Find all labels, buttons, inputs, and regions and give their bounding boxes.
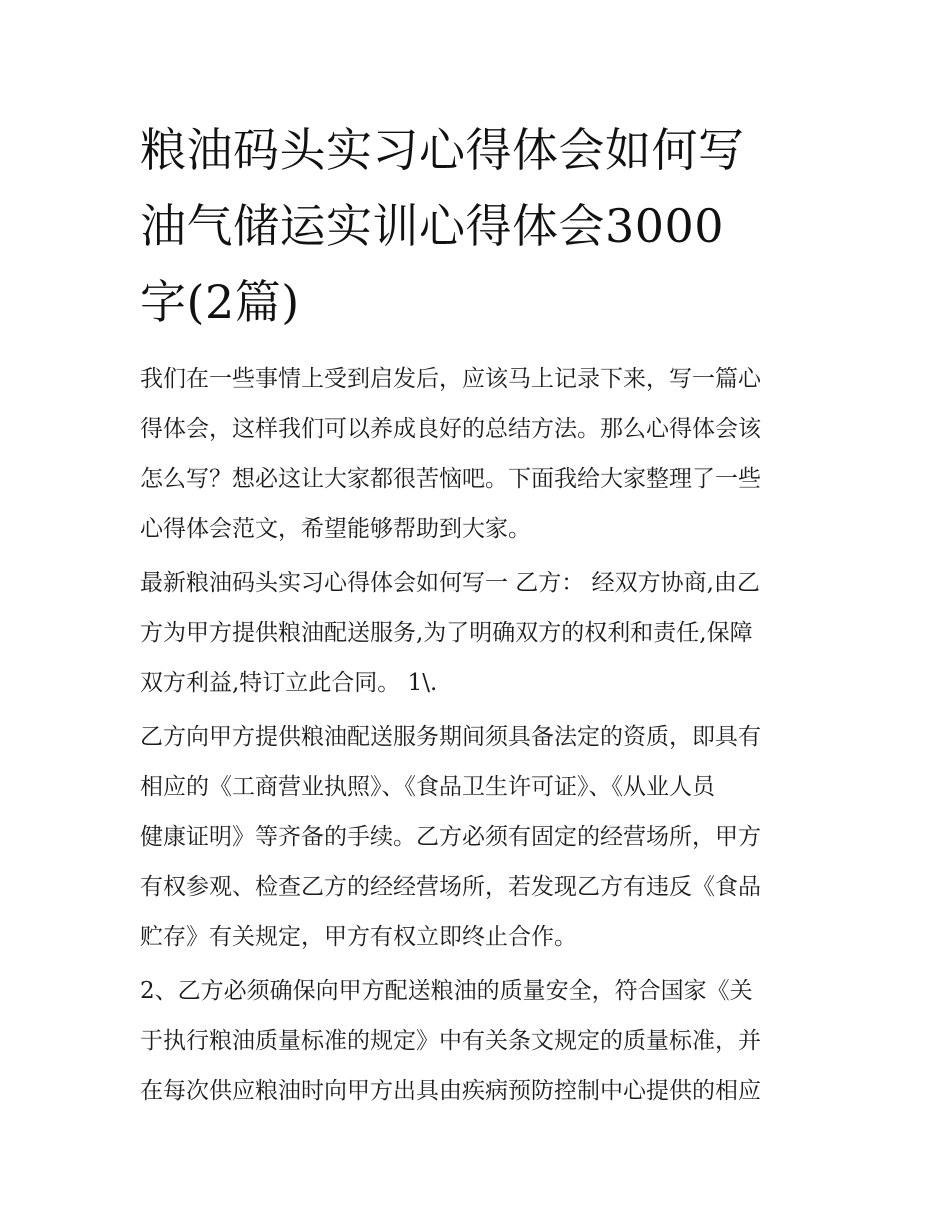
text-line: 双方利益,特订立此合同。 1\. — [140, 670, 438, 696]
title-line: 油气储运实训心得体会3000 — [140, 199, 725, 253]
text-line: 在每次供应粮油时向甲方出具由疾病预防控制中心提供的相应 — [140, 1078, 761, 1104]
intro-paragraph — [140, 354, 820, 554]
document-content — [140, 112, 820, 1120]
text-line: 怎么写？想必这让大家都很苦恼吧。下面我给大家整理了一些 — [140, 466, 761, 492]
text-line: 健康证明》等齐备的手续。乙方必须有固定的经营场所，甲方 — [140, 824, 761, 850]
text-line: 有权参观、检查乙方的经经营场所，若发现乙方有违反《食品 — [140, 874, 761, 900]
clause-2-paragraph — [140, 966, 820, 1116]
text-line: 于执行粮油质量标准的规定》中有关条文规定的质量标准，并 — [140, 1028, 761, 1054]
document-body — [140, 354, 820, 1116]
clause-1-paragraph — [140, 712, 820, 962]
text-line: 我们在一些事情上受到启发后，应该马上记录下来，写一篇心 — [140, 366, 761, 392]
text-line: 贮存》有关规定，甲方有权立即终止合作。 — [140, 924, 577, 950]
document-title — [140, 112, 820, 340]
text-line: 心得体会范文，希望能够帮助到大家。 — [140, 516, 531, 542]
text-line: 乙方向甲方提供粮油配送服务期间须具备法定的资质，即具有 — [140, 724, 761, 750]
title-line: 字(2篇) — [140, 275, 300, 329]
text-line: 得体会，这样我们可以养成良好的总结方法。那么心得体会该 — [140, 416, 761, 442]
text-line: 相应的《工商营业执照》、《食品卫生许可证》、《从业人员 — [140, 774, 715, 800]
text-line: 方为甲方提供粮油配送服务,为了明确双方的权利和责任,保障 — [140, 620, 753, 646]
text-line: 最新粮油码头实习心得体会如何写一 乙方： 经双方协商,由乙 — [140, 570, 760, 596]
title-line: 粮油码头实习心得体会如何写 — [140, 123, 745, 177]
contract-intro-paragraph — [140, 558, 820, 708]
text-line: 2、乙方必须确保向甲方配送粮油的质量安全，符合国家《关 — [140, 978, 753, 1004]
